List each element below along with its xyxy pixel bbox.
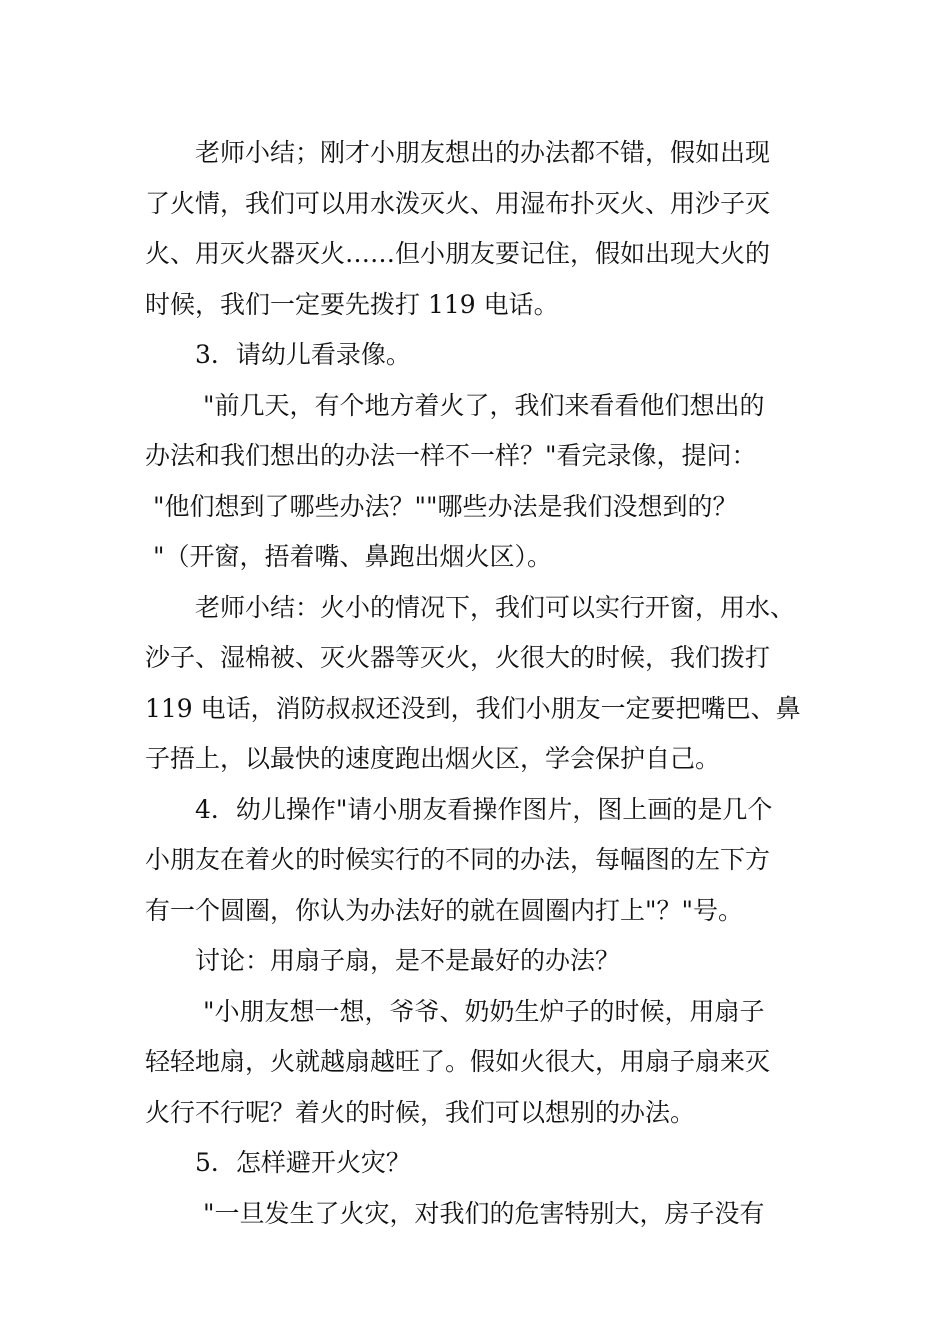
text-line: "前几天，有个地方着火了，我们来看看他们想出的 — [203, 390, 765, 420]
text-line: 办法和我们想出的办法一样不一样？"看完录像，提问： — [145, 441, 757, 470]
text-line: 了火情，我们可以用水泼灭火、用湿布扑灭火、用沙子灭 — [145, 188, 771, 218]
text-line: "（开窗，捂着嘴、鼻跑出烟火区）。 — [153, 542, 553, 571]
text-line: 时候，我们一定要先拨打 119 电话。 — [145, 289, 559, 319]
text-line: 讨论：用扇子扇，是不是最好的办法？ — [195, 946, 621, 975]
text-line: 小朋友在着火的时候实行的不同的办法，每幅图的左下方 — [145, 845, 771, 874]
text-line: "小朋友想一想，爷爷、奶奶生炉子的时候，用扇子 — [203, 996, 765, 1026]
text-line: "一旦发生了火灾，对我们的危害特别大，房子没有 — [203, 1198, 765, 1228]
text-line: 沙子、湿棉被、灭火器等灭火，火很大的时候，我们拨打 — [145, 643, 771, 672]
text-line: 火行不行呢？着火的时候，我们可以想别的办法。 — [145, 1097, 696, 1127]
text-line: 子捂上，以最快的速度跑出烟火区，学会保护自己。 — [145, 744, 721, 773]
text-line: 119 电话，消防叔叔还没到，我们小朋友一定要把嘴巴、鼻 — [145, 693, 801, 723]
text-line: 老师小结；刚才小朋友想出的办法都不错，假如出现 — [195, 138, 771, 167]
text-line: 轻轻地扇，火就越扇越旺了。假如火很大，用扇子扇来灭 — [145, 1047, 771, 1076]
document-body — [145, 128, 825, 1239]
text-line: 有一个圆圈，你认为办法好的就在圆圈内打上"？"号。 — [145, 895, 744, 925]
section-heading: 3．请幼儿看录像。 — [195, 340, 411, 369]
section-heading: 4．幼儿操作"请小朋友看操作图片，图上画的是几个 — [195, 794, 773, 824]
text-line: "他们想到了哪些办法？""哪些办法是我们没想到的？ — [153, 491, 738, 521]
text-line: 老师小结：火小的情况下，我们可以实行开窗，用水、 — [195, 592, 796, 622]
section-heading: 5．怎样避开火灾？ — [195, 1148, 411, 1177]
text-line: 火、用灭火器灭火……但小朋友要记住，假如出现大火的 — [145, 239, 771, 268]
